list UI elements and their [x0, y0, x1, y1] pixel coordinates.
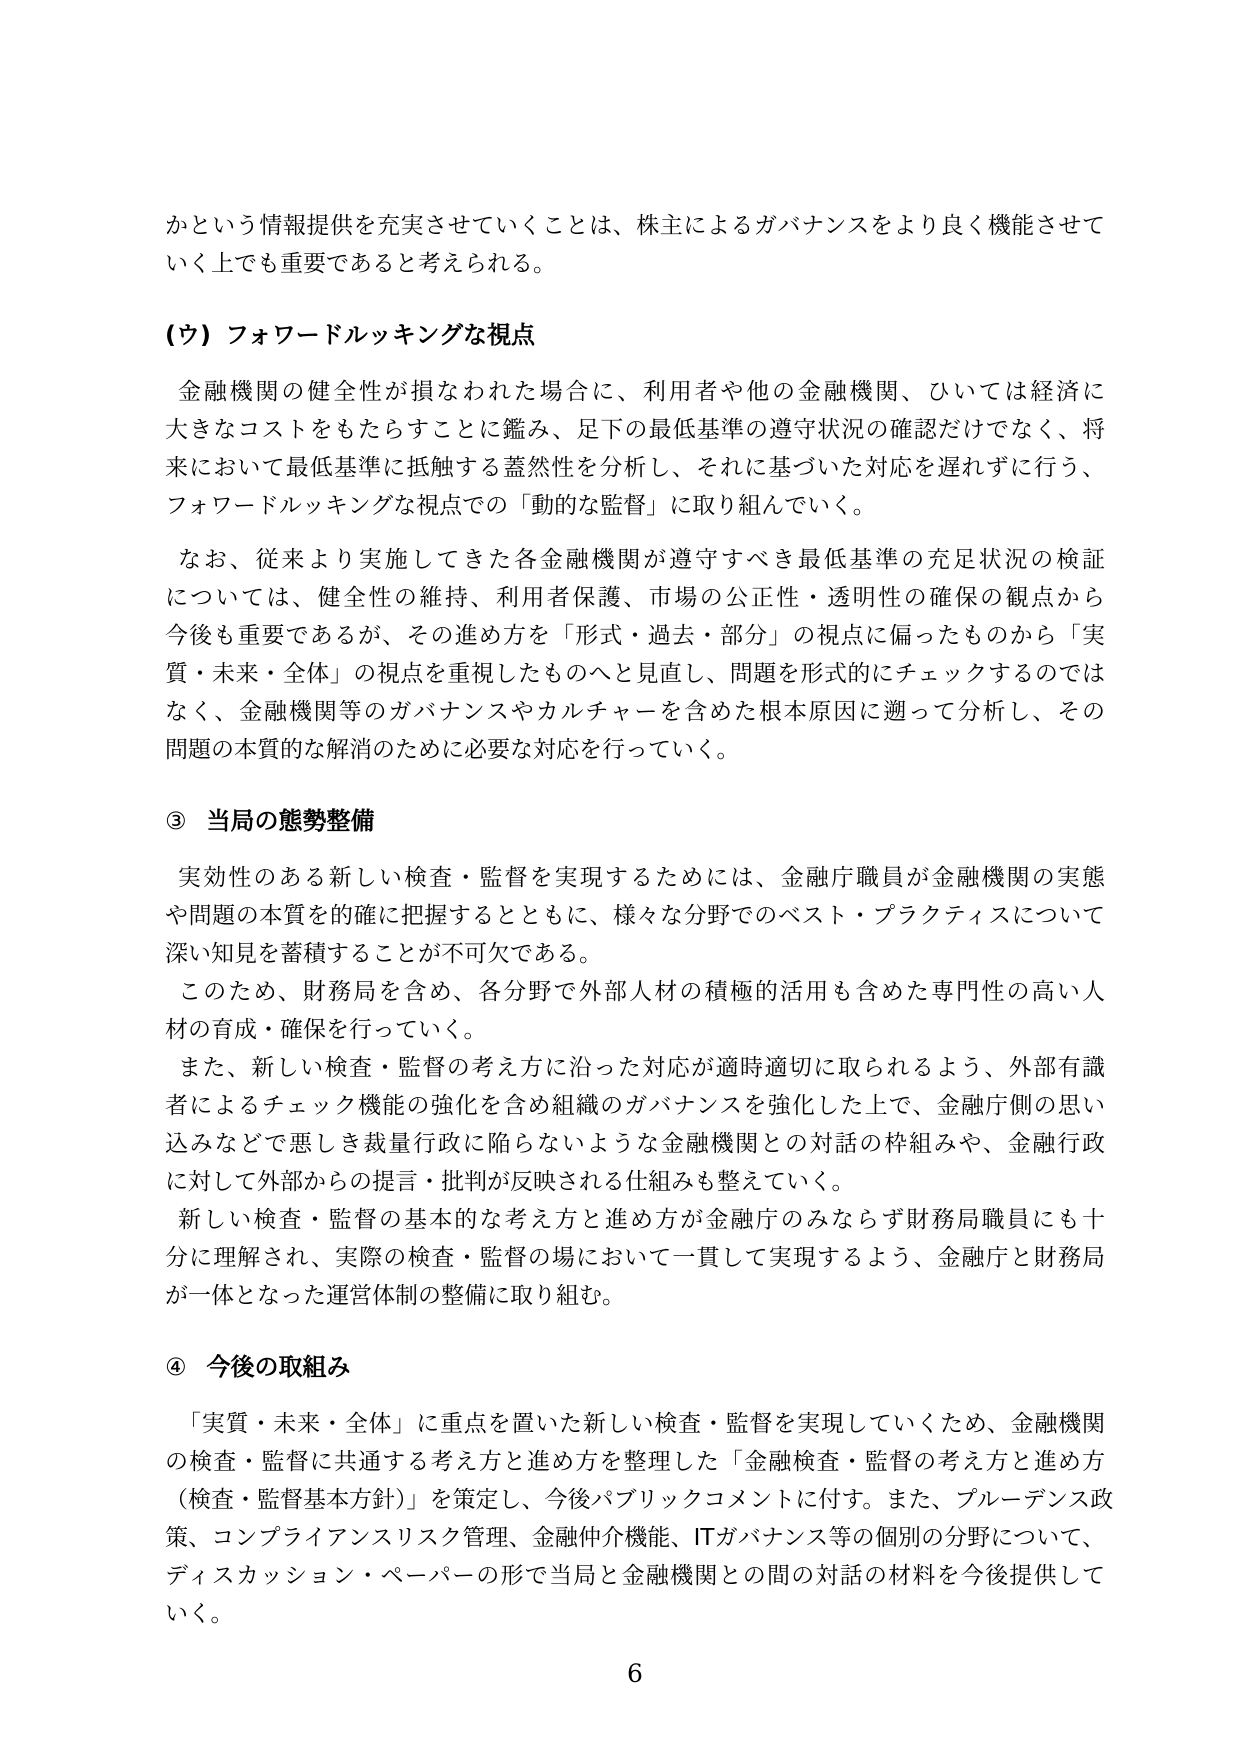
paragraph-line: （検査・監督基本方針）」を策定し、今後パブリックコメントに付す。また、プルーデンス政 — [165, 1487, 1114, 1513]
paragraph-line: かという情報提供を充実させていくことは、株主によるガバナンスをより良く機能させて — [165, 213, 1105, 239]
paragraph-continuation — [165, 207, 1105, 283]
paragraph-authority-structure — [165, 859, 1105, 1315]
paragraph-line: 材の育成・確保を行っていく。 — [165, 1017, 487, 1043]
paragraph-line: 実効性のある新しい検査・監督を実現するためには、金融庁職員が金融機関の実態 — [178, 865, 1105, 891]
paragraph-line: ディスカッション・ペーパーの形で当局と金融機関との間の対話の材料を今後提供して — [165, 1563, 1105, 1589]
paragraph-line: 分に理解され、実際の検査・監督の場において一貫して実現するよう、金融庁と財務局 — [165, 1245, 1105, 1271]
heading-label: (ウ) — [165, 321, 211, 349]
heading-label: ③ — [165, 807, 187, 835]
paragraph-forward-looking — [165, 373, 1105, 525]
body-text — [165, 207, 1114, 1693]
heading-title: 当局の態勢整備 — [206, 807, 375, 835]
paragraph-line: また、新しい検査・監督の考え方に沿った対応が適時適切に取られるよう、外部有識 — [178, 1055, 1106, 1081]
page-number: 6 — [627, 1659, 643, 1688]
paragraph-line: 策、コンプライアンスリスク管理、金融仲介機能、ITガバナンス等の個別の分野について、 — [165, 1525, 1105, 1551]
paragraph-line: 者によるチェック機能の強化を含め組織のガバナンスを強化した上で、金融庁側の思い — [165, 1093, 1105, 1119]
paragraph-line: については、健全性の維持、利用者保護、市場の公正性・透明性の確保の観点から — [165, 585, 1105, 611]
heading-label: ④ — [165, 1353, 187, 1381]
paragraph-line: 大きなコストをもたらすことに鑑み、足下の最低基準の遵守状況の確認だけでなく、将 — [165, 417, 1105, 443]
section-heading-u — [165, 316, 1105, 354]
paragraph-line: いく。 — [165, 1601, 234, 1627]
section-heading-3 — [165, 802, 1105, 840]
paragraph-line: 「実質・未来・全体」に重点を置いた新しい検査・監督を実現していくため、金融機関 — [178, 1411, 1105, 1437]
paragraph-line: いく上でも重要であると考えられる。 — [165, 251, 556, 277]
paragraph-line: 問題の本質的な解消のために必要な対応を行っていく。 — [165, 737, 740, 763]
paragraph-line: 来において最低基準に抵触する蓋然性を分析し、それに基づいた対応を遅れずに行う、 — [165, 455, 1105, 481]
paragraph-line: 込みなどで悪しき裁量行政に陥らないような金融機関との対話の枠組みや、金融行政 — [165, 1131, 1105, 1157]
paragraph-line: フォワードルッキングな視点での「動的な監督」に取り組んでいく。 — [165, 493, 876, 519]
paragraph-minimum-standards — [165, 541, 1105, 769]
paragraph-line: の検査・監督に共通する考え方と進め方を整理した「金融検査・監督の考え方と進め方 — [165, 1449, 1106, 1475]
heading-title: フォワードルッキングな視点 — [224, 321, 536, 349]
paragraph-line: このため、財務局を含め、各分野で外部人材の積極的活用も含めた専門性の高い人 — [178, 979, 1105, 1005]
paragraph-line: 深い知見を蓄積することが不可欠である。 — [165, 941, 602, 967]
paragraph-line: なく、金融機関等のガバナンスやカルチャーを含めた根本原因に遡って分析し、その — [165, 699, 1105, 725]
paragraph-line: 質・未来・全体」の視点を重視したものへと見直し、問題を形式的にチェックするのでは — [165, 661, 1105, 687]
paragraph-line: 今後も重要であるが、その進め方を「形式・過去・部分」の視点に偏ったものから「実 — [165, 623, 1106, 649]
paragraph-line: に対して外部からの提言・批判が反映される仕組みも整えていく。 — [165, 1169, 855, 1195]
section-heading-4 — [165, 1348, 1105, 1386]
paragraph-line: なお、従来より実施してきた各金融機関が遵守すべき最低基準の充足状況の検証 — [178, 547, 1105, 573]
paragraph-line: や問題の本質を的確に把握するとともに、様々な分野でのベスト・プラクティスについて — [165, 903, 1105, 929]
paragraph-line: が一体となった運営体制の整備に取り組む。 — [165, 1283, 625, 1309]
paragraph-line: 新しい検査・監督の基本的な考え方と進め方が金融庁のみならず財務局職員にも十 — [178, 1207, 1105, 1233]
heading-title: 今後の取組み — [206, 1353, 351, 1381]
paragraph-future-initiatives — [165, 1405, 1114, 1633]
paragraph-line: 金融機関の健全性が損なわれた場合に、利用者や他の金融機関、ひいては経済に — [178, 379, 1105, 405]
